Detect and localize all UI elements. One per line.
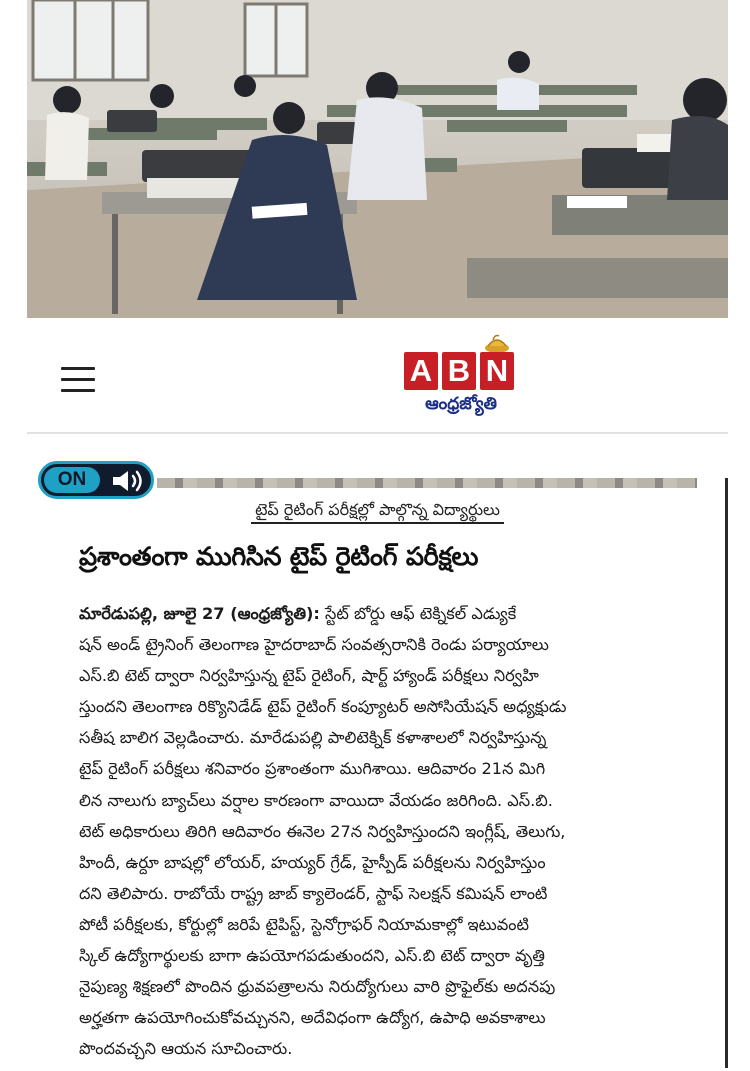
audio-on-label: ON: [44, 467, 100, 493]
body-line: హిందీ, ఉర్దూ బాషల్లో లోయర్, హయ్యర్ గ్రేడ్, హైస్పీడ్ పరీక్షలను నిర్వహిస్తుం: [79, 852, 546, 872]
body-line: స్కిల్ ఉద్యోగార్థులకు బాగా ఉపయోగపడుతుందని, ఎస్.బి టెట్ ద్వారా వృత్తి: [79, 946, 545, 966]
article-body: [79, 598, 725, 1064]
body-line: నైపుణ్య శిక్షణలో పొందిన ధ్రువపత్రాలను నిరుద్యోగులు వారి ప్రొఫైల్‌కు అదనపు: [79, 977, 556, 997]
column-rule: [725, 478, 728, 1068]
audio-on-toggle[interactable]: [38, 461, 154, 499]
exam-hall-photo: [27, 0, 728, 318]
body-line-1-text: స్టేట్ బోర్డు ఆఫ్ టెక్నికల్ ఎడ్యుకే: [319, 604, 517, 623]
dateline: మారేడుపల్లి, జూలై 27 (ఆంధ్రజ్యోతి):: [79, 604, 320, 623]
body-line: టైప్ రైటింగ్ పరీక్షలు శనివారం ప్రశాంతంగా ముగిశాయి. ఆదివారం 21న మిగి: [79, 759, 546, 779]
logo-letter-a: A: [404, 352, 438, 390]
article-kicker: [27, 500, 728, 523]
body-line: ఎస్.బి టెట్ ద్వారా నిర్వహిస్తున్న టైప్ రైటింగ్, షార్ట్ హ్యాండ్ పరీక్షలు నిర్వహి: [79, 666, 539, 686]
logo-letter-b: B: [442, 352, 476, 390]
body-line: స్తుందని తెలంగాణ రిక్యొనిడేడ్ టైప్ రైటింగ్ కంప్యూటర్ అసోసియేషన్ అధ్యక్షుడు: [79, 697, 567, 717]
kicker-text: టైప్ రైటింగ్ పరీక్షల్లో పాల్గొన్న విద్యార్థులు: [251, 500, 504, 524]
body-line: పోటీ పరీక్షలకు, కోర్టుల్లో జరిపే టైపిస్ట్, స్టెనోగ్రాఫర్ నియామకాల్లో ఇటువంటి: [79, 914, 529, 934]
body-line: సతీష బాలిగ వెల్లడించారు. మారేడుపల్లి పాలిటెక్నిక్ కళాశాలలో నిర్వహిస్తున్న: [79, 728, 547, 748]
body-line: దని తెలిపారు. రాబోయే రాష్ట్ర జాబ్ క్యాలెండర్, స్టాఫ్ సెలక్షన్ కమిషన్ లాంటి: [79, 883, 548, 903]
logo-letter-n: N: [480, 352, 514, 390]
site-header: [27, 318, 728, 434]
body-line: షన్ అండ్ ట్రైనింగ్ తెలంగాణ హైదరాబాద్ సంవత్సరానికి రెండు పర్యాయాలు: [79, 635, 549, 655]
hamburger-menu-icon[interactable]: [61, 367, 95, 393]
body-line: లిన నాలుగు బ్యాచ్‌లు వర్షాల కారణంగా వాయిదా వేయడం జరిగింది. ఎస్.బి.: [79, 790, 553, 810]
body-line: టెట్ అధికారులు తిరిగి ఆదివారం ఈనెల 27న నిర్వహిస్తుందని ఇంగ్లీష్, తెలుగు,: [79, 821, 566, 841]
body-line: అర్హతగా ఉపయోగించుకోవచ్చునని, అదేవిధంగా ఉద్యోగ, ఉపాధి అవకాశాలు: [79, 1008, 546, 1028]
logo-letters: [404, 352, 514, 390]
abn-logo[interactable]: [404, 332, 516, 422]
body-line: పొందవచ్చని ఆయన సూచించారు.: [79, 1039, 293, 1059]
cup-icon: [482, 332, 512, 354]
article-photo: [27, 0, 728, 318]
article: [27, 434, 728, 1071]
body-line-1: [79, 598, 725, 629]
article-headline: ప్రశాంతంగా ముగిసిన టైప్ రైటింగ్ పరీక్షలు: [79, 542, 479, 572]
speaker-icon: [109, 468, 149, 494]
photo-edge-strip: [157, 478, 697, 488]
logo-telugu-wordmark: ఆంధ్రజ్యోతి: [425, 394, 497, 414]
